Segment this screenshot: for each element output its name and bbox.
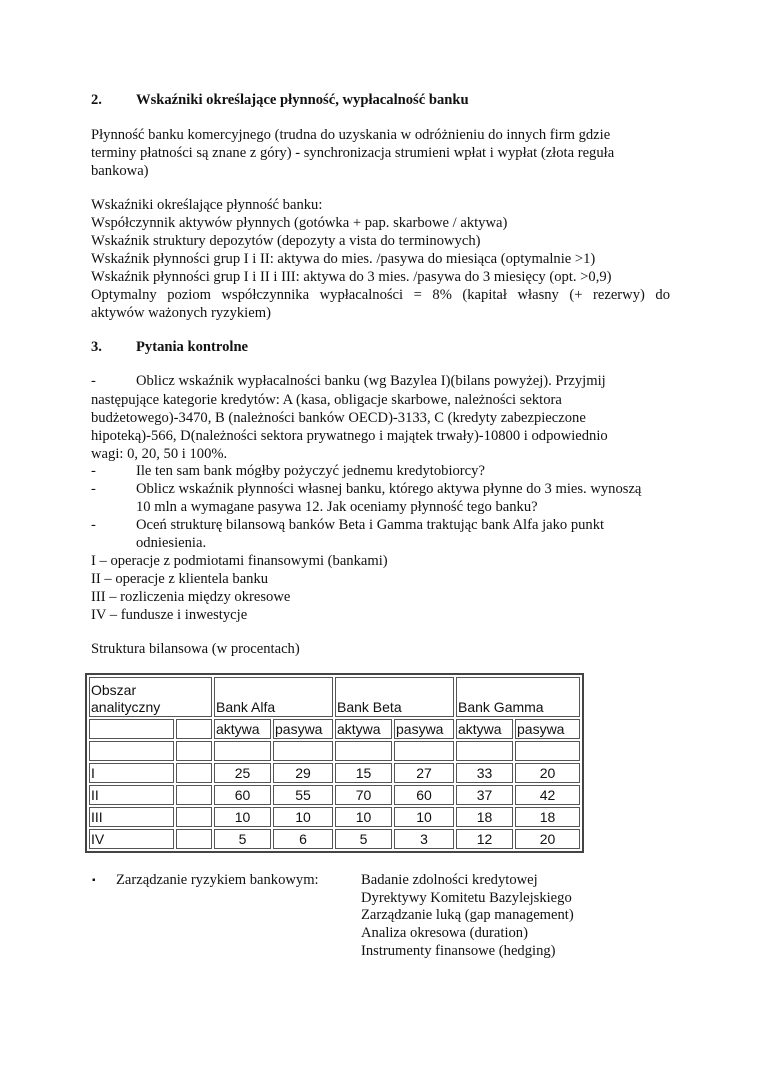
subheader-cell: aktywa <box>456 719 513 739</box>
table-cell: 37 <box>456 785 513 805</box>
table-row <box>89 807 580 827</box>
row-label: IV <box>89 829 174 849</box>
bank-header-cell: Bank Gamma <box>456 677 580 717</box>
subheader-cell: pasywa <box>273 719 333 739</box>
table-cell: 15 <box>335 763 392 783</box>
table-cell: 5 <box>335 829 392 849</box>
table-cell: 42 <box>515 785 580 805</box>
table-cell: 60 <box>394 785 454 805</box>
subheader-cell: aktywa <box>335 719 392 739</box>
table-cell: 12 <box>456 829 513 849</box>
question-line: Oblicz wskaźnik wypłacalności banku (wg Bazylea I)(bilans powyżej). Przyjmij <box>136 373 606 389</box>
question-line: odniesienia. <box>136 535 207 551</box>
risk-item: Instrumenty finansowe (hedging) <box>361 943 556 959</box>
table-cell: 29 <box>273 763 333 783</box>
list-dash: - <box>91 517 96 533</box>
section-2-title: Wskaźniki określające płynność, wypłacalność banku <box>136 92 469 108</box>
table-caption: Struktura bilansowa (w procentach) <box>91 641 300 657</box>
risk-item: Dyrektywy Komitetu Bazylejskiego <box>361 890 572 906</box>
indicator-item: Współczynnik aktywów płynnych (gotówka + pap. skarbowe / aktywa) <box>91 215 508 231</box>
area-header-cell <box>89 677 212 717</box>
area-header-line: Obszar <box>91 682 137 698</box>
bank-header-cell: Bank Alfa <box>214 677 333 717</box>
indicators-heading: Wskaźniki określające płynność banku: <box>91 197 323 213</box>
question-line: następujące kategorie kredytów: A (kasa, obligacje skarbowe, należności sektora <box>91 392 562 408</box>
risk-label: Zarządzanie ryzykiem bankowym: <box>116 872 319 888</box>
indicator-item: Wskaźnik struktury depozytów (depozyty a vista do terminowych) <box>91 233 481 249</box>
section-2-number: 2. <box>91 92 102 108</box>
solvency-line: aktywów ważonych ryzykiem) <box>91 305 271 321</box>
question-line: Ile ten sam bank mógłby pożyczyć jednemu kredytobiorcy? <box>136 463 485 479</box>
indicator-item: Wskaźnik płynności grup I i II i III: aktywa do 3 mies. /pasywa do 3 miesięcy (opt. >0,9) <box>91 269 612 285</box>
question-line: 10 mln a wymagane pasywa 12. Jak oceniamy płynność tego banku? <box>136 499 538 515</box>
group-item: IV – fundusze i inwestycje <box>91 607 248 623</box>
table-subheader-row <box>89 719 580 739</box>
risk-item: Zarządzanie luką (gap management) <box>361 907 574 923</box>
group-item: I – operacje z podmiotami finansowymi (bankami) <box>91 553 388 569</box>
table-cell: 25 <box>214 763 271 783</box>
list-dash: - <box>91 463 96 479</box>
question-line: budżetowego)-3470, B (należności banków OECD)-3133, C (kredyty zabezpieczone <box>91 410 586 426</box>
section-3-title: Pytania kontrolne <box>136 339 249 355</box>
balance-structure-table <box>85 673 584 853</box>
list-dash: - <box>91 373 96 389</box>
group-item: II – operacje z klientela banku <box>91 571 269 587</box>
table-empty-row <box>89 741 580 761</box>
table-cell: 5 <box>214 829 271 849</box>
risk-item: Analiza okresowa (duration) <box>361 925 528 941</box>
table-cell: 33 <box>456 763 513 783</box>
table-cell: 18 <box>515 807 580 827</box>
group-item: III – rozliczenia między okresowe <box>91 589 291 605</box>
table-cell: 10 <box>214 807 271 827</box>
row-label: I <box>89 763 174 783</box>
intro-line: Płynność banku komercyjnego (trudna do uzyskania w odróżnieniu do innych firm gdzie <box>91 127 611 143</box>
question-line: Oceń strukturę bilansową banków Beta i Gamma traktując bank Alfa jako punkt <box>136 517 605 533</box>
table-cell: 10 <box>273 807 333 827</box>
bank-header-cell: Bank Beta <box>335 677 454 717</box>
table-cell: 20 <box>515 829 580 849</box>
table-cell: 6 <box>273 829 333 849</box>
table-cell: 10 <box>335 807 392 827</box>
indicator-item: Wskaźnik płynności grup I i II: aktywa do mies. /pasywa do miesiąca (optymalnie >1) <box>91 251 596 267</box>
row-label: III <box>89 807 174 827</box>
question-line: wagi: 0, 20, 50 i 100%. <box>91 446 228 462</box>
area-header-line: analityczny <box>91 699 161 715</box>
table-row <box>89 763 580 783</box>
section-3-number: 3. <box>91 339 102 355</box>
table-cell: 27 <box>394 763 454 783</box>
subheader-cell: pasywa <box>515 719 580 739</box>
table-row <box>89 785 580 805</box>
list-dash: - <box>91 481 96 497</box>
table-cell: 60 <box>214 785 271 805</box>
question-line: Oblicz wskaźnik płynności własnej banku, którego aktywa płynne do 3 mies. wynoszą <box>136 481 642 497</box>
table-cell: 10 <box>394 807 454 827</box>
table-row <box>89 829 580 849</box>
subheader-cell: aktywa <box>214 719 271 739</box>
risk-item: Badanie zdolności kredytowej <box>361 872 538 888</box>
question-line: hipoteką)-566, D(należności sektora prywatnego i majątek trwały)-10800 i odpowiednio <box>91 428 608 444</box>
table-cell: 20 <box>515 763 580 783</box>
subheader-cell: pasywa <box>394 719 454 739</box>
intro-line: terminy płatności są znane z góry) - synchronizacja strumieni wpłat i wypłat (złota reguła <box>91 145 615 161</box>
row-label: II <box>89 785 174 805</box>
square-bullet-icon: ▪ <box>92 875 96 886</box>
solvency-line: Optymalny poziom współczynnika wypłacalności = 8% (kapitał własny (+ rezerwy) do <box>91 287 670 303</box>
table-cell: 70 <box>335 785 392 805</box>
table-header-row <box>89 677 580 717</box>
table-cell: 55 <box>273 785 333 805</box>
table-cell: 18 <box>456 807 513 827</box>
intro-line: bankowa) <box>91 163 149 179</box>
table-cell: 3 <box>394 829 454 849</box>
